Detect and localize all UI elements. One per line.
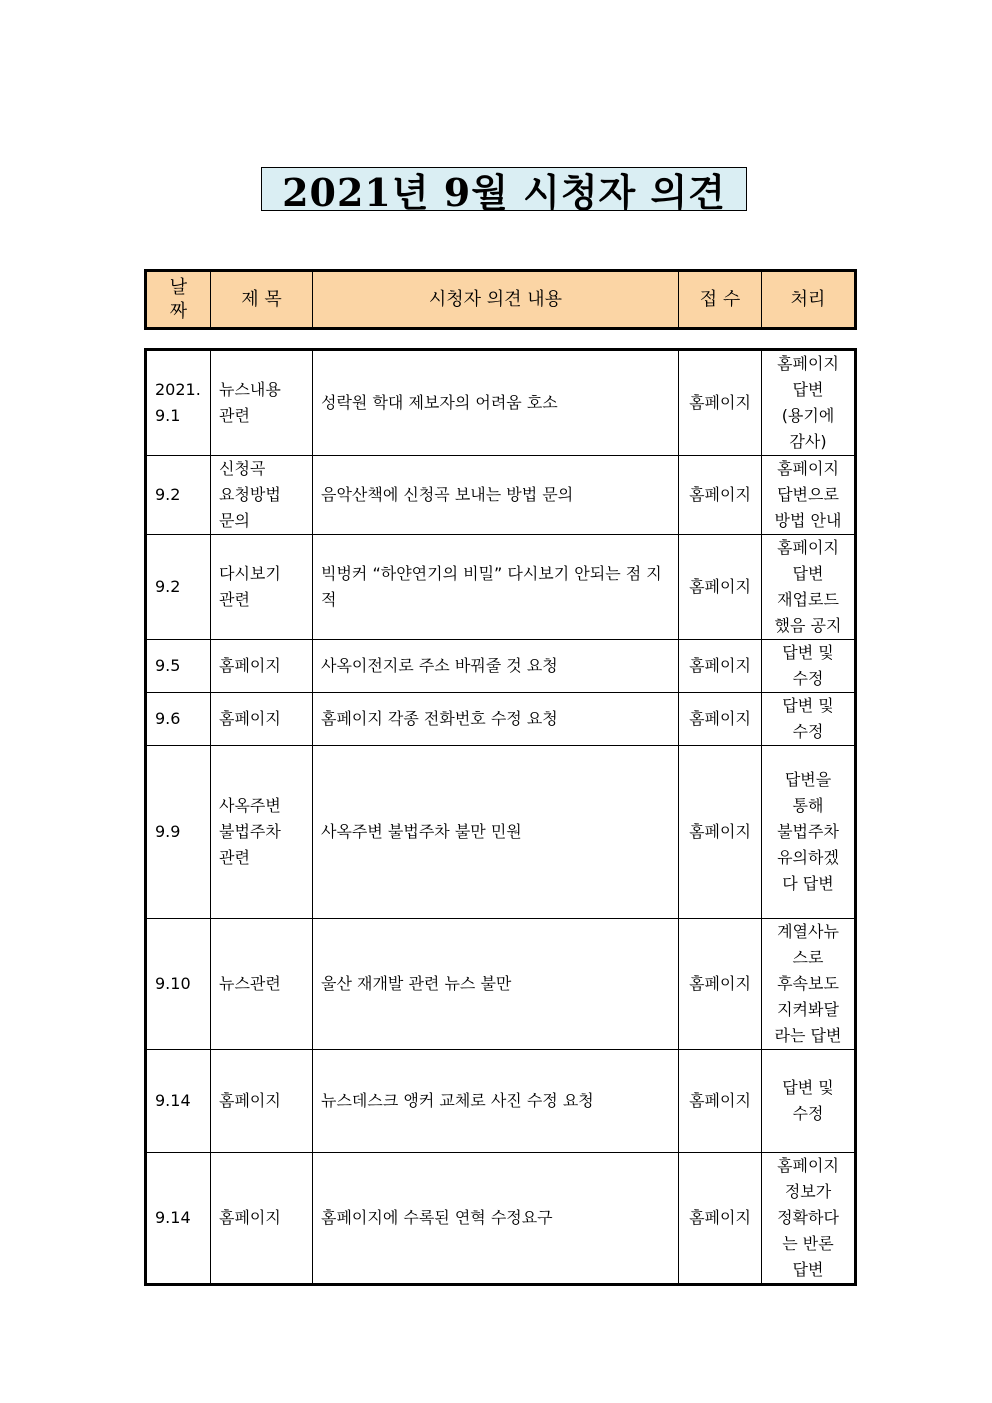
row-source: 홈페이지 [679,1153,762,1285]
row-result: 답변 및 수정 [762,640,856,693]
table-row [146,1050,856,1153]
row-date: 9.6 [146,693,211,746]
row-result: 답변 및 수정 [762,1050,856,1153]
row-date: 9.10 [146,919,211,1050]
row-source: 홈페이지 [679,746,762,919]
table-row [146,456,856,535]
header-date: 날 짜 [146,271,211,329]
header-result: 처리 [762,271,856,329]
header-source: 접 수 [679,271,762,329]
table-header [144,269,857,330]
table-row [146,640,856,693]
row-subject: 뉴스관련 [211,919,313,1050]
row-result: 답변 및 수정 [762,693,856,746]
row-subject: 신청곡 요청방법 문의 [211,456,313,535]
row-source: 홈페이지 [679,693,762,746]
opinion-table [144,348,857,1286]
row-content: 성락원 학대 제보자의 어려움 호소 [313,350,679,456]
table-row [146,535,856,640]
row-subject: 홈페이지 [211,693,313,746]
row-content: 뉴스데스크 앵커 교체로 사진 수정 요청 [313,1050,679,1153]
row-result: 홈페이지 답변 재업로드 했음 공지 [762,535,856,640]
row-result: 홈페이지 답변으로 방법 안내 [762,456,856,535]
row-result: 홈페이지 정보가 정확하다 는 반론 답변 [762,1153,856,1285]
header-subject: 제 목 [211,271,313,329]
row-content: 울산 재개발 관련 뉴스 불만 [313,919,679,1050]
row-date: 9.14 [146,1153,211,1285]
row-content: 빅벙커 “하얀연기의 비밀” 다시보기 안되는 점 지적 [313,535,679,640]
row-subject: 다시보기 관련 [211,535,313,640]
row-source: 홈페이지 [679,350,762,456]
table-row [146,693,856,746]
row-result: 홈페이지 답변 (용기에 감사) [762,350,856,456]
row-date: 2021. 9.1 [146,350,211,456]
row-content: 홈페이지에 수록된 연혁 수정요구 [313,1153,679,1285]
table-row [146,350,856,456]
page-title: 2021년 9월 시청자 의견 [261,167,747,211]
row-subject: 홈페이지 [211,1153,313,1285]
row-date: 9.2 [146,456,211,535]
table-row [146,919,856,1050]
row-subject: 홈페이지 [211,1050,313,1153]
row-source: 홈페이지 [679,640,762,693]
row-source: 홈페이지 [679,535,762,640]
row-source: 홈페이지 [679,919,762,1050]
row-subject: 뉴스내용 관련 [211,350,313,456]
row-source: 홈페이지 [679,1050,762,1153]
table-row [146,746,856,919]
row-source: 홈페이지 [679,456,762,535]
row-content: 음악산책에 신청곡 보내는 방법 문의 [313,456,679,535]
row-date: 9.9 [146,746,211,919]
row-subject: 홈페이지 [211,640,313,693]
row-result: 계열사뉴 스로 후속보도 지켜봐달 라는 답변 [762,919,856,1050]
row-date: 9.14 [146,1050,211,1153]
row-date: 9.2 [146,535,211,640]
table-row [146,1153,856,1285]
row-content: 사옥이전지로 주소 바꿔줄 것 요청 [313,640,679,693]
header-content: 시청자 의견 내용 [313,271,679,329]
row-content: 사옥주변 불법주차 불만 민원 [313,746,679,919]
row-content: 홈페이지 각종 전화번호 수정 요청 [313,693,679,746]
row-date: 9.5 [146,640,211,693]
row-subject: 사옥주변 불법주차 관련 [211,746,313,919]
row-result: 답변을 통해 불법주차 유의하겠 다 답변 [762,746,856,919]
